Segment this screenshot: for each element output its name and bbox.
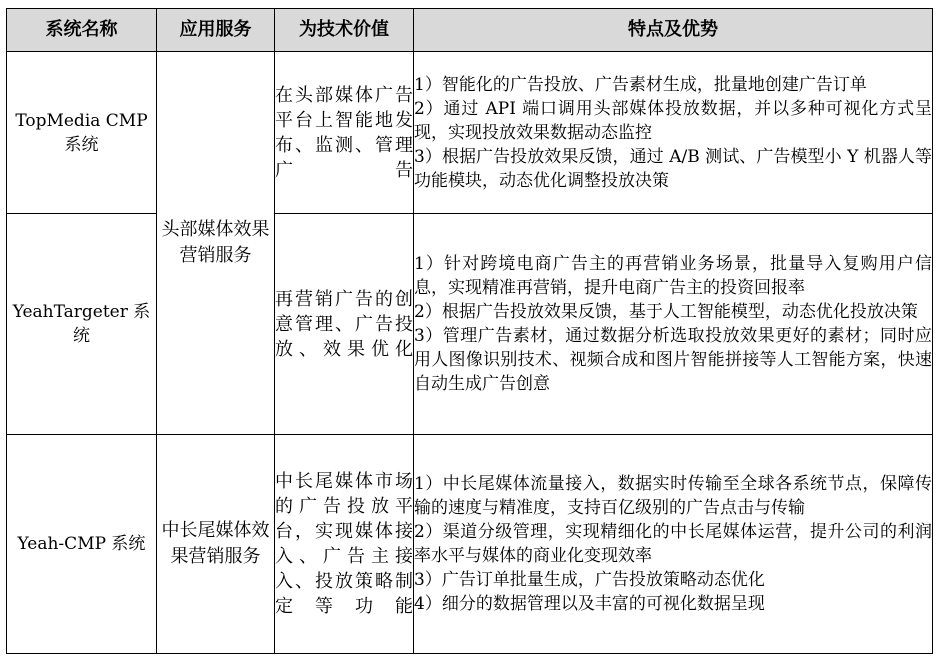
table-row-yeah-cmp bbox=[7, 435, 933, 654]
features-cell bbox=[414, 435, 933, 654]
feature-item: 2）渠道分级管理，实现精细化的中长尾媒体运营，提升公司的利润率水平与媒体的商业化变现效率 bbox=[414, 522, 932, 566]
feature-item: 1）中长尾媒体流量接入，数据实时传输至全球各系统节点，保障传输的速度与精准度，支持百亿级别的广告点击与传输 bbox=[414, 474, 932, 518]
feature-item: 2）通过 API 端口调用头部媒体投放数据，并以多种可视化方式呈现，实现投放效果数据动态监控 bbox=[414, 98, 932, 143]
feature-item: 3）根据广告投放效果反馈，通过 A/B 测试、广告模型小 Y 机器人等功能模块，动态优化调整投放决策 bbox=[414, 146, 932, 191]
feature-item: 1）针对跨境电商广告主的再营销业务场景，批量导入复购用户信息，实现精准再营销，提升电商广告主的投资回报率 bbox=[414, 254, 932, 298]
header-row bbox=[7, 9, 933, 52]
technical-value-cell: 中长尾媒体市场的广告投放平台，实现媒体接入、广告主接入、投放策略制定等功能 bbox=[275, 435, 414, 654]
features-cell bbox=[414, 52, 933, 214]
header-features-advantages: 特点及优势 bbox=[414, 9, 933, 52]
features-cell bbox=[414, 214, 933, 435]
feature-item: 2）根据广告投放效果反馈，基于人工智能模型，动态优化投放决策 bbox=[414, 302, 918, 322]
header-system-name: 系统名称 bbox=[7, 9, 157, 52]
table-row-yeahtargeter bbox=[7, 214, 933, 435]
feature-item: 3）广告订单批量生成，广告投放策略动态优化 bbox=[414, 570, 765, 590]
technical-value-cell: 在头部媒体广告平台上智能地发布、监测、管理广告 bbox=[275, 52, 414, 214]
header-technical-value: 为技术价值 bbox=[275, 9, 414, 52]
system-name-cell: TopMedia CMP 系统 bbox=[7, 52, 157, 214]
technical-value-cell: 再营销广告的创意管理、广告投放、效果优化 bbox=[275, 214, 414, 435]
system-comparison-table bbox=[6, 8, 933, 654]
feature-item: 3）管理广告素材，通过数据分析选取投放效果更好的素材；同时应用人图像识别技术、视频合成和图片智能拼接等人工智能方案，快速自动生成广告创意 bbox=[414, 326, 932, 394]
header-application-service: 应用服务 bbox=[157, 9, 275, 52]
system-name-cell: Yeah-CMP 系统 bbox=[7, 435, 157, 654]
feature-item: 1）智能化的广告投放、广告素材生成，批量地创建广告订单 bbox=[414, 74, 867, 95]
application-service-cell: 头部媒体效果营销服务 bbox=[157, 52, 275, 435]
system-name-cell: YeahTargeter 系统 bbox=[7, 214, 157, 435]
application-service-cell: 中长尾媒体效果营销服务 bbox=[157, 435, 275, 654]
feature-item: 4）细分的数据管理以及丰富的可视化数据呈现 bbox=[414, 594, 765, 614]
table-row-topmedia bbox=[7, 52, 933, 214]
